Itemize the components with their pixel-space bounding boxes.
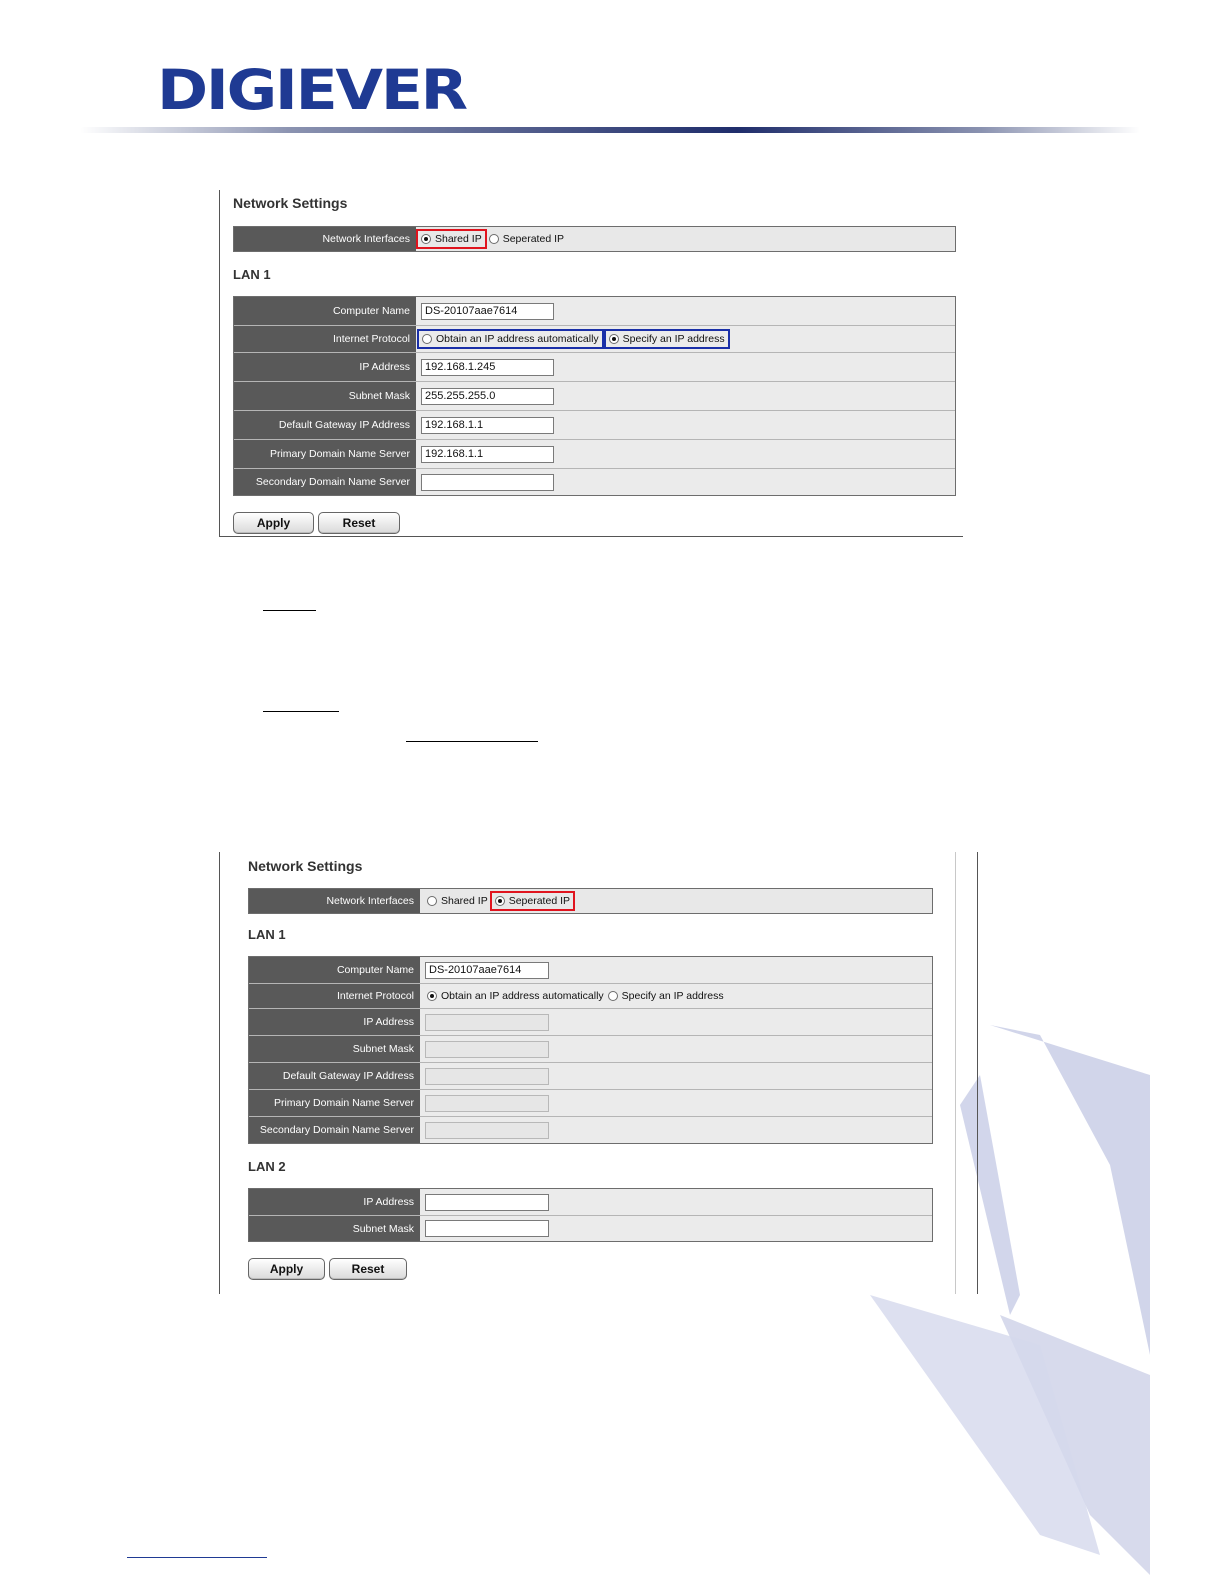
- separated-ip-radio[interactable]: [489, 234, 499, 244]
- subnet-mask-input: [425, 1041, 549, 1058]
- table-row: [234, 382, 955, 411]
- panel-title: Network Settings: [248, 858, 363, 874]
- network-interfaces-label: Network Interfaces: [234, 227, 416, 251]
- apply-button[interactable]: Apply: [248, 1258, 325, 1280]
- separated-ip-radio[interactable]: [495, 896, 505, 906]
- shared-ip-radio[interactable]: [427, 896, 437, 906]
- gateway-input[interactable]: 192.168.1.1: [421, 417, 554, 434]
- lan2-settings-table: [248, 1188, 933, 1242]
- table-row: [234, 440, 955, 469]
- shared-ip-option[interactable]: [418, 231, 485, 247]
- internet-protocol-label: Internet Protocol: [234, 326, 416, 352]
- separated-ip-option[interactable]: [492, 893, 573, 909]
- shared-ip-option[interactable]: [427, 895, 488, 907]
- text-underline: [406, 741, 538, 742]
- secondary-dns-label: Secondary Domain Name Server: [234, 469, 416, 495]
- lan1-settings-table: [233, 296, 956, 496]
- network-interfaces-label: Network Interfaces: [249, 889, 420, 913]
- primary-dns-input[interactable]: 192.168.1.1: [421, 446, 554, 463]
- obtain-ip-auto-radio[interactable]: [427, 991, 437, 1001]
- header-divider: [80, 127, 1140, 133]
- secondary-dns-input[interactable]: [421, 474, 554, 491]
- text-underline: [263, 711, 339, 712]
- internet-protocol-label: Internet Protocol: [249, 984, 420, 1008]
- specify-ip-text: Specify an IP address: [621, 990, 724, 1002]
- obtain-ip-auto-text: Obtain an IP address automatically: [441, 990, 604, 1002]
- table-row: [249, 1216, 932, 1241]
- table-row: [249, 1189, 932, 1216]
- obtain-ip-auto-text: Obtain an IP address automatically: [436, 333, 599, 345]
- computer-name-label: Computer Name: [234, 297, 416, 325]
- lan2-subnet-mask-input[interactable]: [425, 1220, 549, 1237]
- text-underline: [263, 610, 316, 611]
- specify-ip-option[interactable]: [606, 331, 728, 347]
- subnet-mask-label: Subnet Mask: [249, 1036, 420, 1062]
- specify-ip-text: Specify an IP address: [622, 333, 725, 345]
- table-row: [249, 957, 932, 984]
- scroll-edge: [955, 852, 956, 1294]
- lan1-settings-table: [248, 956, 933, 1144]
- computer-name-input[interactable]: DS-20107aae7614: [425, 962, 549, 979]
- specify-ip-radio[interactable]: [609, 334, 619, 344]
- secondary-dns-input: [425, 1122, 549, 1139]
- obtain-ip-auto-option[interactable]: [427, 990, 604, 1002]
- table-row: [249, 1090, 932, 1117]
- lan2-heading: LAN 2: [248, 1159, 286, 1174]
- lan2-ip-address-label: IP Address: [249, 1189, 420, 1215]
- ip-address-input: [425, 1014, 549, 1031]
- subnet-mask-label: Subnet Mask: [234, 382, 416, 410]
- subnet-mask-input[interactable]: 255.255.255.0: [421, 388, 554, 405]
- network-interfaces-bar: [233, 226, 956, 252]
- shared-ip-radio[interactable]: [421, 234, 431, 244]
- table-row: [234, 326, 955, 353]
- ip-address-label: IP Address: [234, 353, 416, 381]
- lan1-heading: LAN 1: [248, 927, 286, 942]
- separated-ip-option[interactable]: [489, 233, 564, 245]
- table-row: [234, 469, 955, 495]
- reset-button[interactable]: Reset: [329, 1258, 407, 1280]
- gateway-label: Default Gateway IP Address: [249, 1063, 420, 1089]
- shared-ip-text: Shared IP: [435, 233, 482, 245]
- network-interfaces-bar: [248, 888, 933, 914]
- panel-title: Network Settings: [233, 195, 348, 211]
- ip-address-input[interactable]: 192.168.1.245: [421, 359, 554, 376]
- digiever-logo: DIGIEVER: [157, 58, 466, 122]
- obtain-ip-auto-option[interactable]: [419, 331, 602, 347]
- obtain-ip-auto-radio[interactable]: [422, 334, 432, 344]
- primary-dns-input: [425, 1095, 549, 1112]
- table-row: [249, 1063, 932, 1090]
- ip-address-label: IP Address: [249, 1009, 420, 1035]
- specify-ip-radio[interactable]: [608, 991, 618, 1001]
- separated-ip-text: Seperated IP: [502, 233, 564, 245]
- primary-dns-label: Primary Domain Name Server: [249, 1090, 420, 1116]
- footer-link-underline: [127, 1557, 267, 1558]
- table-row: [234, 297, 955, 326]
- table-row: [234, 411, 955, 440]
- table-row: [234, 353, 955, 382]
- table-row: [249, 1036, 932, 1063]
- computer-name-input[interactable]: DS-20107aae7614: [421, 303, 554, 320]
- apply-button[interactable]: Apply: [233, 512, 314, 534]
- secondary-dns-label: Secondary Domain Name Server: [249, 1117, 420, 1143]
- gateway-label: Default Gateway IP Address: [234, 411, 416, 439]
- computer-name-label: Computer Name: [249, 957, 420, 983]
- separated-ip-text: Seperated IP: [508, 895, 570, 907]
- lan1-heading: LAN 1: [233, 267, 271, 282]
- lan2-subnet-mask-label: Subnet Mask: [249, 1216, 420, 1241]
- primary-dns-label: Primary Domain Name Server: [234, 440, 416, 468]
- table-row: [249, 1117, 932, 1143]
- specify-ip-option[interactable]: [608, 990, 724, 1002]
- table-row: [249, 984, 932, 1009]
- reset-button[interactable]: Reset: [318, 512, 400, 534]
- shared-ip-text: Shared IP: [441, 895, 488, 907]
- table-row: [249, 1009, 932, 1036]
- gateway-input: [425, 1068, 549, 1085]
- lan2-ip-address-input[interactable]: [425, 1194, 549, 1211]
